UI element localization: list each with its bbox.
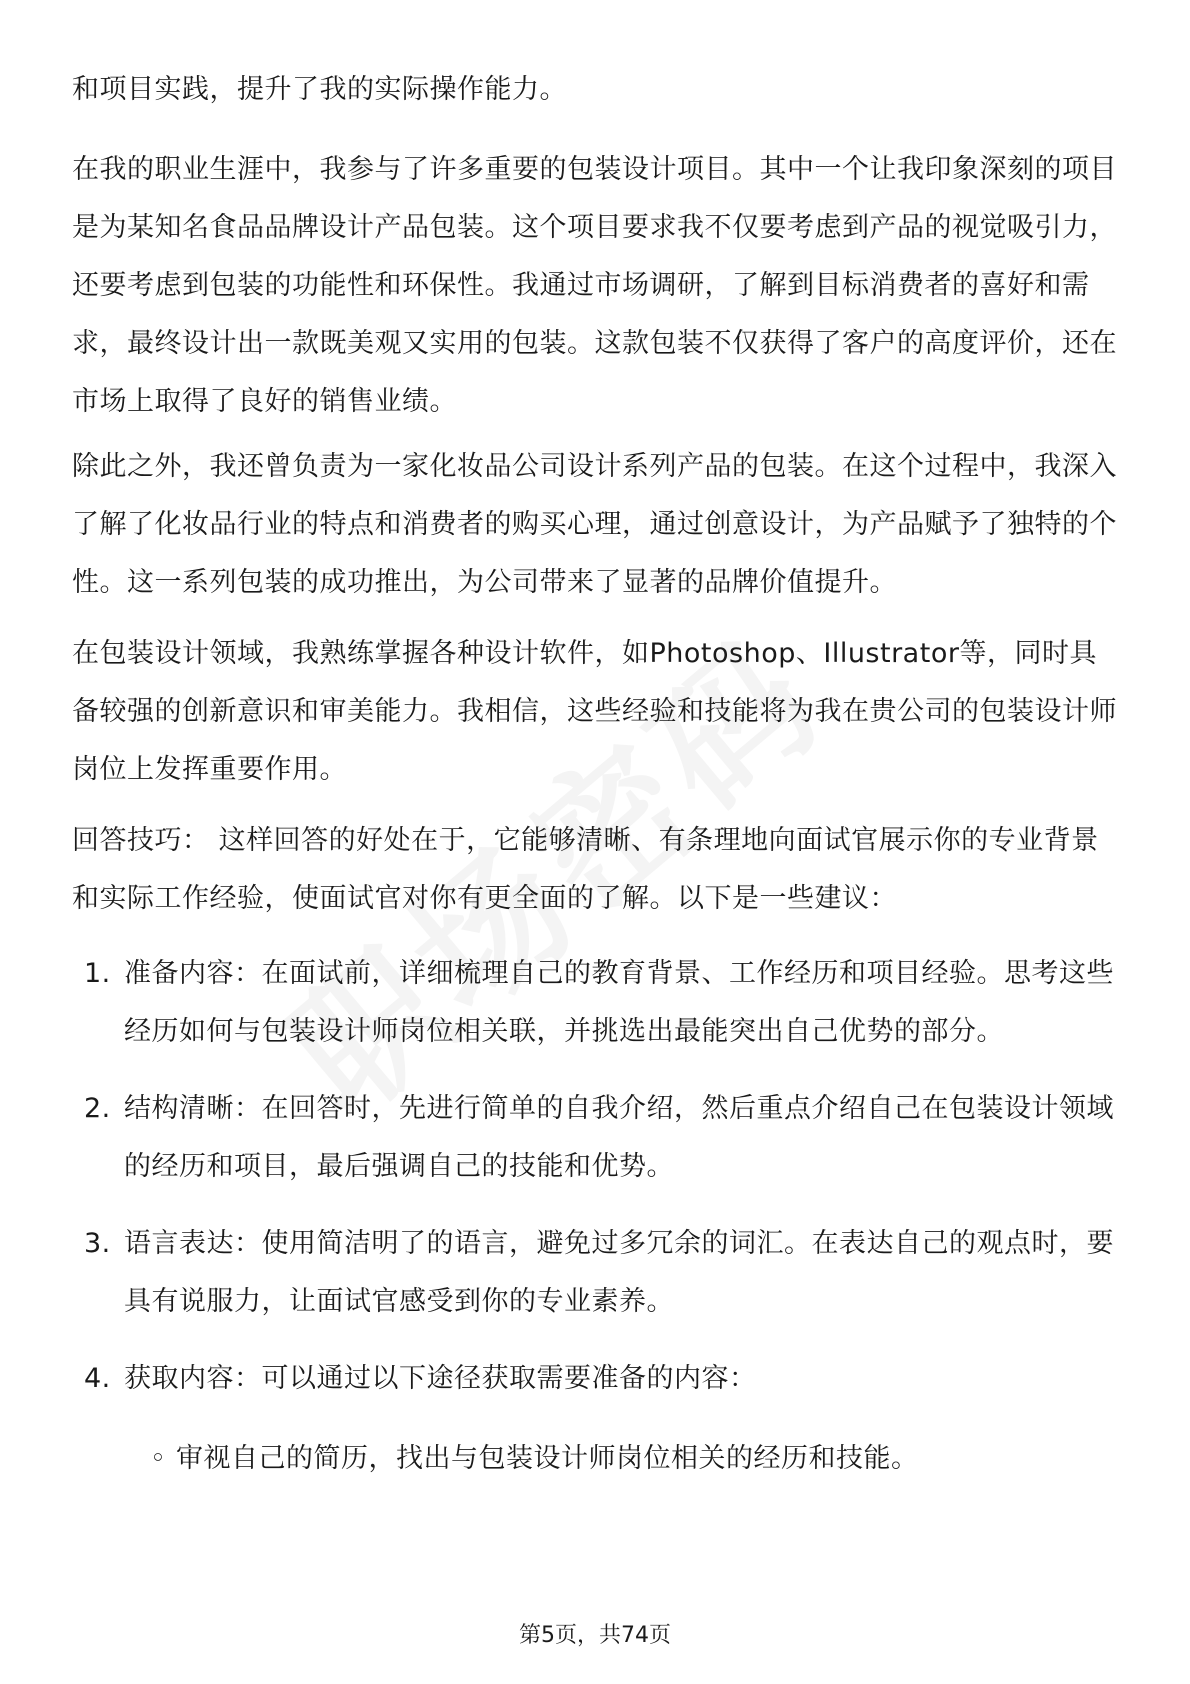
sub-bullet: ◦ [150, 1443, 167, 1474]
list-item [84, 1350, 1124, 1408]
paragraph-intro-continuation: 和项目实践，提升了我的实际操作能力。 [72, 74, 567, 105]
list-number: 4. [84, 1363, 111, 1394]
list-item-text: 结构清晰：在回答时，先进行简单的自我介绍，然后重点介绍自己在包装设计领域的经历和项目，最后强调自己的技能和优势。 [124, 1093, 1114, 1182]
list-item-text: 获取内容：可以通过以下途径获取需要准备的内容： [124, 1363, 757, 1394]
sub-list-item [150, 1430, 1120, 1488]
list-number: 2. [84, 1093, 111, 1124]
list-item [84, 1215, 1124, 1331]
list-number: 3. [84, 1228, 111, 1259]
list-item [84, 1080, 1124, 1196]
list-item-text: 准备内容：在面试前，详细梳理自己的教育背景、工作经历和项目经验。思考这些经历如何与包装设计师岗位相关联，并挑选出最能突出自己优势的部分。 [124, 958, 1114, 1047]
list-item [84, 945, 1124, 1061]
list-number: 1. [84, 958, 111, 989]
sub-list-item-text: 审视自己的简历，找出与包装设计师岗位相关的经历和技能。 [176, 1443, 919, 1474]
page-footer: 第5页，共74页 [519, 1623, 671, 1648]
list-item-text: 语言表达：使用简洁明了的语言，避免过多冗余的词汇。在表达自己的观点时，要具有说服力，让面试官感受到你的专业素养。 [124, 1228, 1114, 1317]
paragraph-food-packaging-project: 在我的职业生涯中，我参与了许多重要的包装设计项目。其中一个让我印象深刻的项目是为某知名食品品牌设计产品包装。这个项目要求我不仅要考虑到产品的视觉吸引力，还要考虑到包装的功能性和环保性。我通过市场调研，了解到目标消费者的喜好和需求，最终设计出一款既美观又实用的包装。这款包装不仅获得了客户的高度评价，还在市场上取得了良好的销售业绩。 [72, 154, 1117, 417]
paragraph-cosmetics-project: 除此之外，我还曾负责为一家化妆品公司设计系列产品的包装。在这个过程中，我深入了解了化妆品行业的特点和消费者的购买心理，通过创意设计，为产品赋予了独特的个性。这一系列包装的成功推出，为公司带来了显著的品牌价值提升。 [72, 451, 1117, 598]
paragraph-skills: 在包装设计领域，我熟练掌握各种设计软件，如Photoshop、Illustrator等，同时具备较强的创新意识和审美能力。我相信，这些经验和技能将为我在贵公司的包装设计师岗位上发挥重要作用。 [72, 638, 1117, 785]
paragraph-answer-tips: 回答技巧： 这样回答的好处在于，它能够清晰、有条理地向面试官展示你的专业背景和实际工作经验，使面试官对你有更全面的了解。以下是一些建议： [72, 825, 1099, 914]
